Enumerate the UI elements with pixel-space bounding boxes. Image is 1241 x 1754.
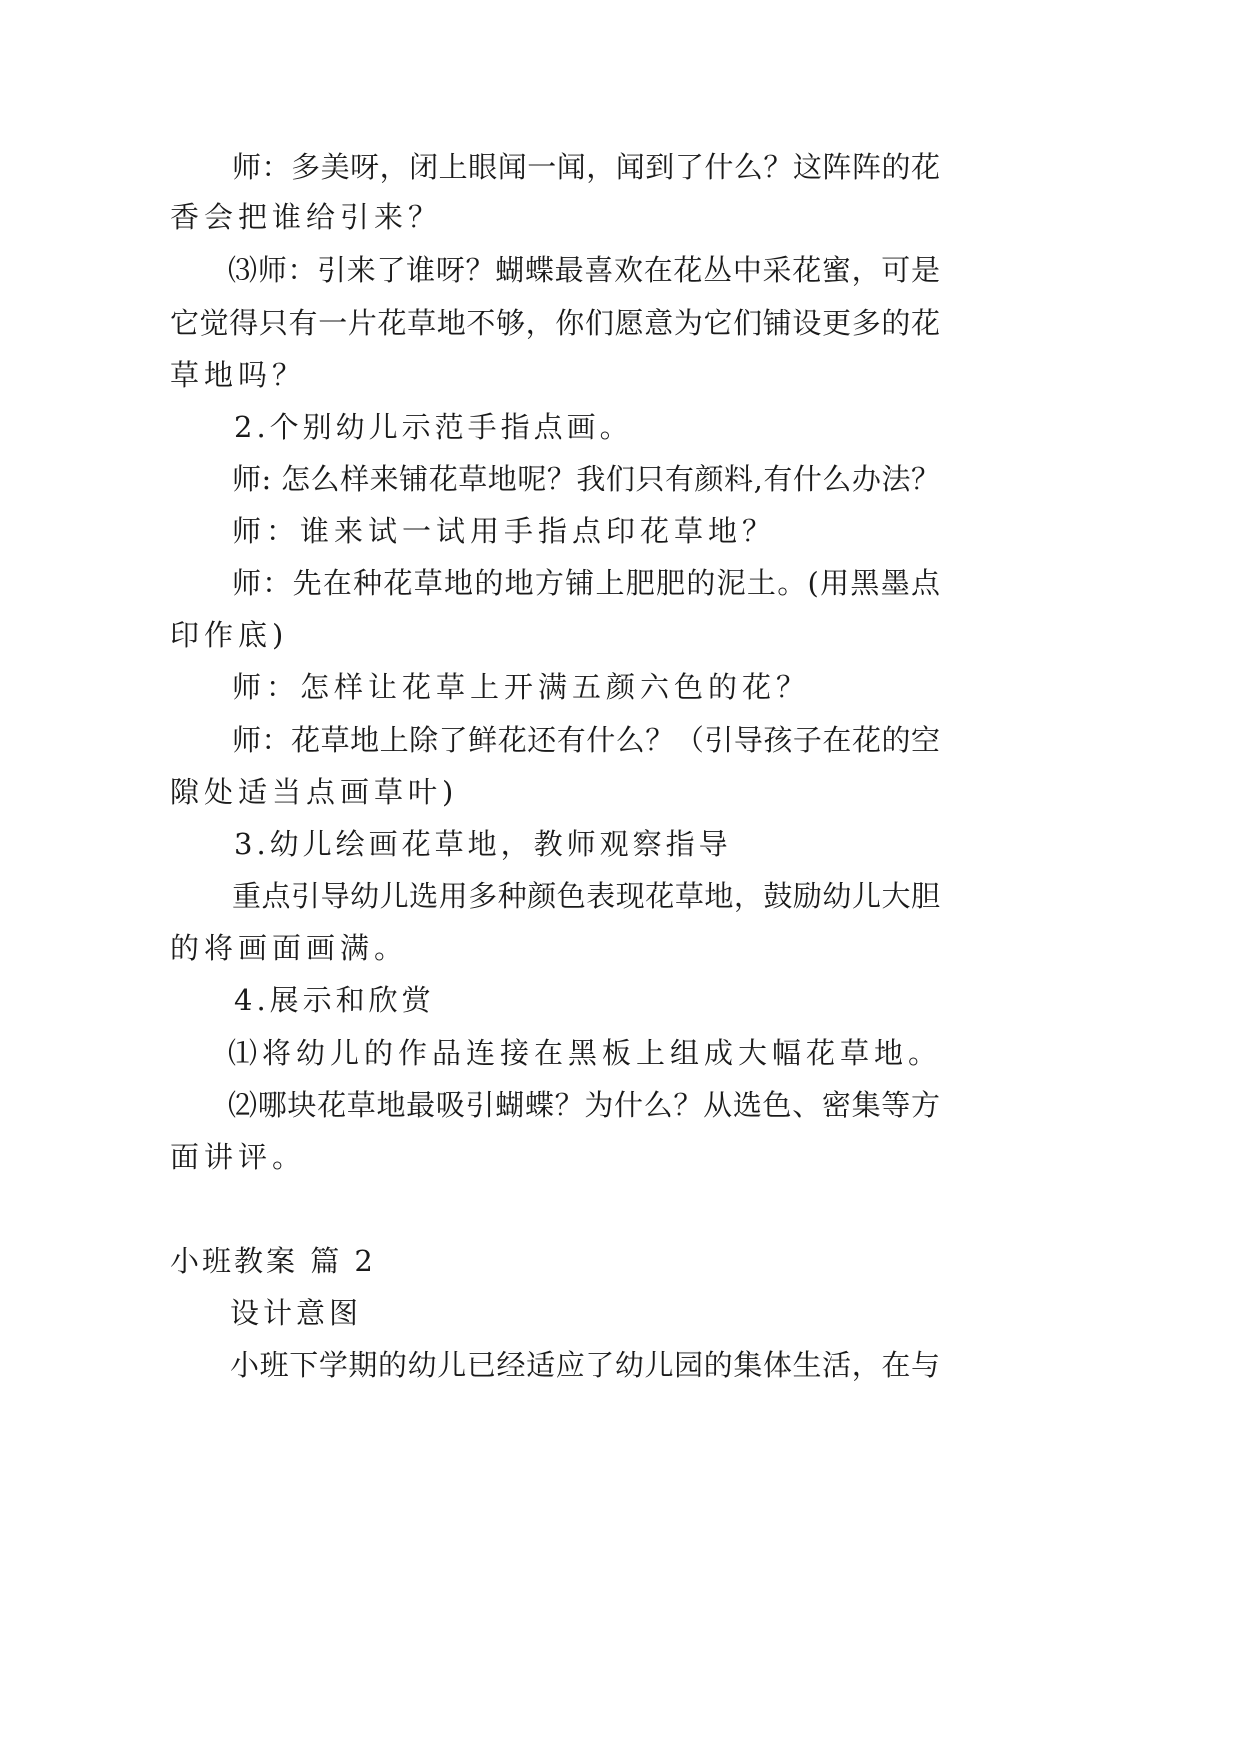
- paragraph-line: 师：先在种花草地的地方铺上肥肥的泥土。(用黑墨点: [232, 566, 940, 600]
- section-step: 2.个别幼儿示范手指点画。: [234, 410, 633, 444]
- subsection-title: 设计意图: [230, 1296, 363, 1330]
- paragraph-line: 面讲评。: [170, 1140, 307, 1174]
- paragraph-line: 印作底): [170, 618, 289, 652]
- paragraph-line: 它觉得只有一片花草地不够，你们愿意为它们铺设更多的花: [170, 306, 940, 340]
- paragraph-line: 师：怎样让花草上开满五颜六色的花？: [232, 670, 811, 704]
- paragraph-line: 小班下学期的幼儿已经适应了幼儿园的集体生活，在与: [230, 1348, 940, 1382]
- section-step: 3.幼儿绘画花草地，教师观察指导: [234, 827, 732, 861]
- paragraph-line: 师：谁来试一试用手指点印花草地？: [232, 514, 777, 548]
- paragraph-line: 重点引导幼儿选用多种颜色表现花草地，鼓励幼儿大胆: [232, 879, 940, 913]
- paragraph-line: 师：多美呀，闭上眼闻一闻，闻到了什么？这阵阵的花: [232, 150, 940, 184]
- paragraph-line: 的将画面画满。: [170, 931, 409, 965]
- paragraph-line: 师：花草地上除了鲜花还有什么？（引导孩子在花的空: [232, 723, 940, 757]
- paragraph-line: 隙处适当点画草叶): [170, 775, 459, 809]
- paragraph-line: 师: 怎么样来铺花草地呢？我们只有颜料,有什么办法？: [232, 462, 940, 496]
- paragraph-line: 草地吗？: [170, 358, 307, 392]
- paragraph-line: ⑶师：引来了谁呀？蝴蝶最喜欢在花丛中采花蜜，可是: [228, 253, 940, 287]
- paragraph-line: 香会把谁给引来？: [170, 200, 443, 234]
- section-title: 小班教案 篇 2: [170, 1244, 376, 1278]
- section-step: 4.展示和欣赏: [234, 983, 435, 1017]
- paragraph-line: ⑴将幼儿的作品连接在黑板上组成大幅花草地。: [228, 1036, 943, 1070]
- paragraph-line: ⑵哪块花草地最吸引蝴蝶？为什么？从选色、密集等方: [228, 1088, 940, 1122]
